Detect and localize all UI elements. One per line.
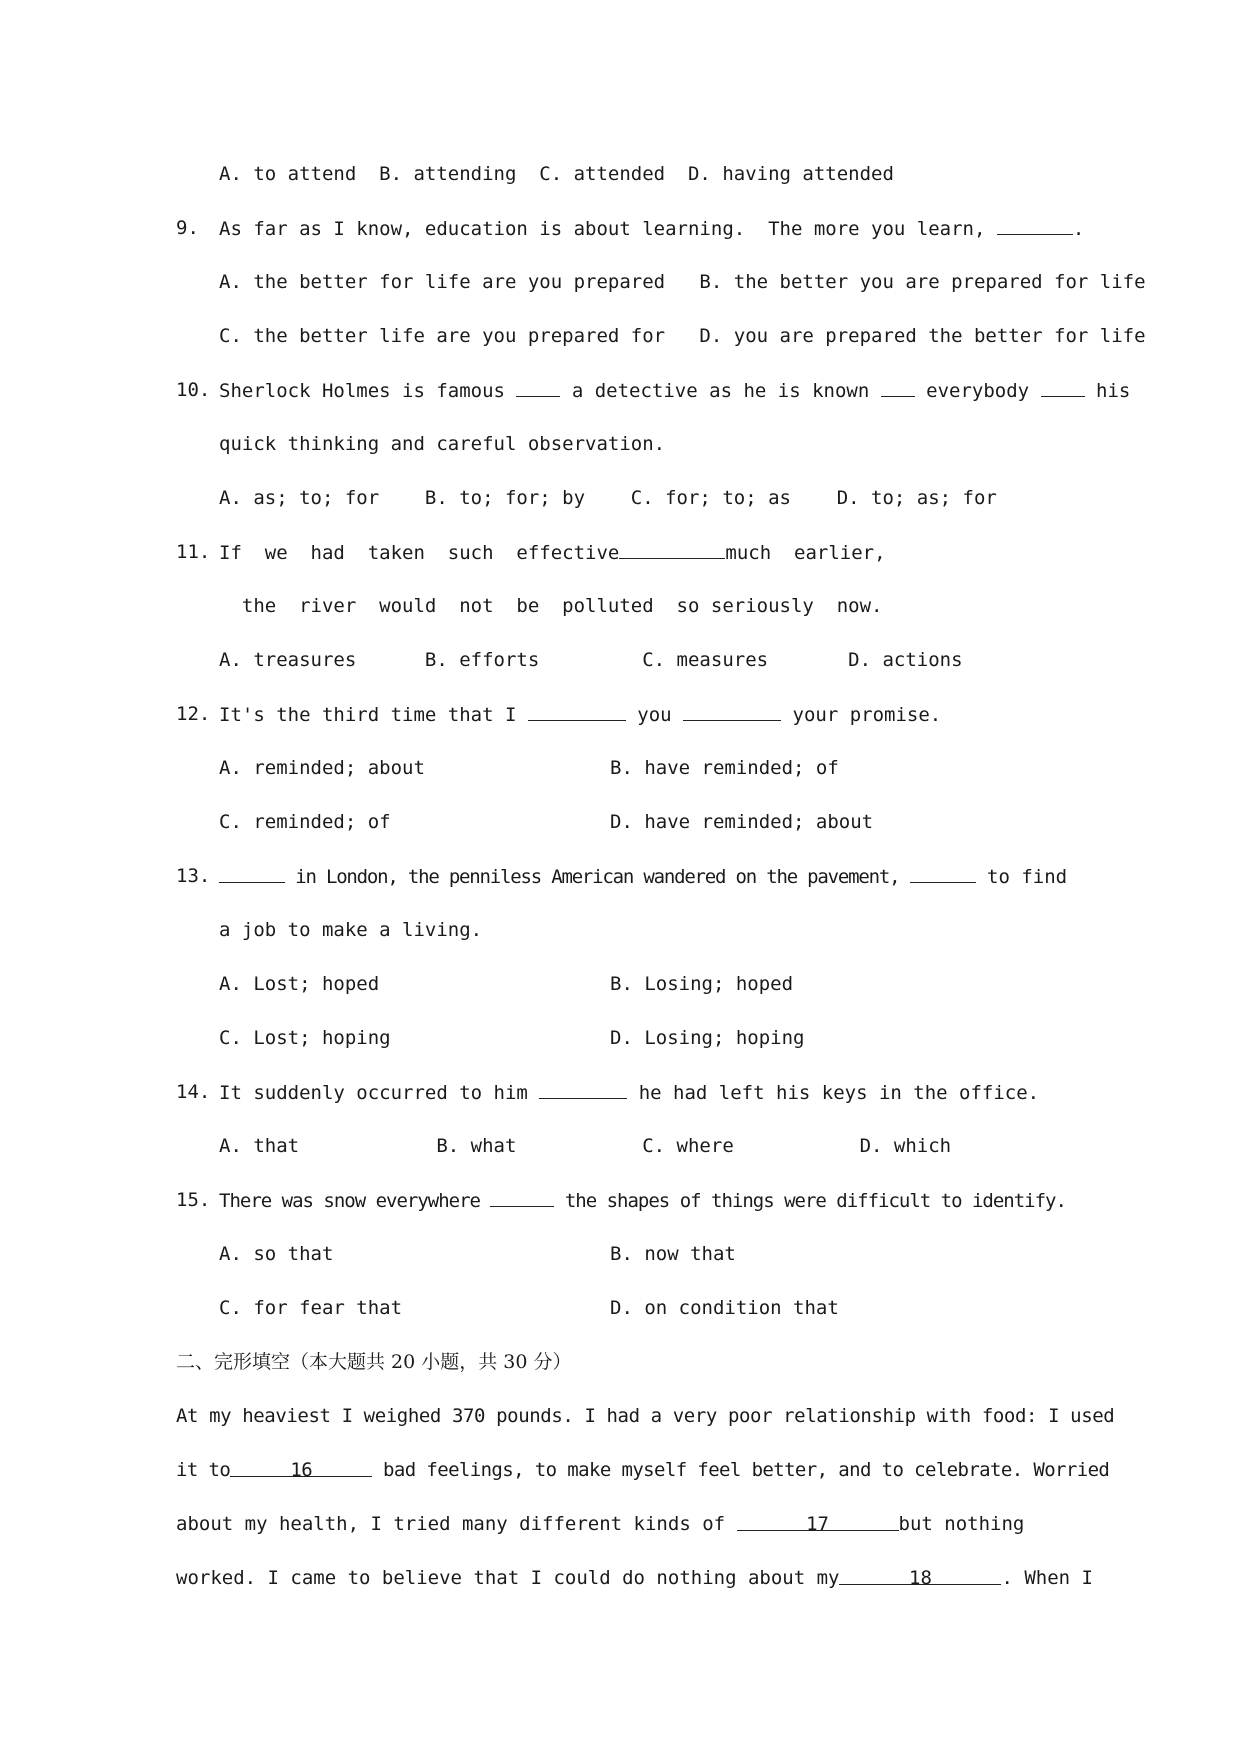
- passage-line-1: At my heaviest I weighed 370 pounds. I had a very poor relationship with food: I used: [176, 1405, 1115, 1427]
- q13-option-c: C. Lost; hoping: [219, 1027, 391, 1049]
- passage-line-4-start: worked. I came to believe that I could do nothing about my: [176, 1567, 840, 1589]
- passage-line-3-start: about my health, I tried many different kinds of: [176, 1513, 737, 1535]
- q9-blank: [997, 216, 1073, 235]
- passage-line-3: [176, 1512, 1024, 1536]
- q9-stem-end: .: [1072, 218, 1085, 240]
- q14-stem: [219, 1080, 1039, 1105]
- q12-text-1: It's the third time that I: [219, 704, 528, 726]
- q12-blank-1: [528, 702, 626, 721]
- q13-option-b: B. Losing; hoped: [610, 973, 794, 995]
- q13-stem-line2: a job to make a living.: [219, 919, 483, 941]
- q11-stem: [219, 540, 886, 565]
- q13-text-1: in London, the penniless American wandered on the pavement,: [285, 866, 910, 888]
- q14-options: A. that B. what C. where D. which: [219, 1135, 952, 1157]
- q10-blank-1: [516, 378, 560, 397]
- q12-number: 12.: [176, 703, 211, 725]
- q9-number: 9.: [176, 217, 199, 239]
- q13-blank-2: [910, 864, 976, 883]
- q13-stem: [219, 864, 1067, 889]
- q13-option-a: A. Lost; hoped: [219, 973, 380, 995]
- cloze-blank-17: 17: [737, 1512, 899, 1531]
- q15-stem: [219, 1188, 1066, 1213]
- q13-number: 13.: [176, 865, 211, 887]
- q12-option-a: A. reminded; about: [219, 757, 425, 779]
- q11-options: A. treasures B. efforts C. measures D. actions: [219, 649, 963, 671]
- q15-text-2: the shapes of things were difficult to identify.: [554, 1190, 1066, 1212]
- q10-number: 10.: [176, 379, 211, 401]
- q11-text-2: much earlier,: [725, 542, 886, 564]
- q14-number: 14.: [176, 1081, 211, 1103]
- q10-text-2: a detective as he is known: [560, 380, 881, 402]
- passage-line-2-start: it to: [176, 1459, 231, 1481]
- q10-stem-line2: quick thinking and careful observation.: [219, 433, 666, 455]
- passage-line-2-end: bad feelings, to make myself feel better, and to celebrate. Worried: [372, 1459, 1110, 1481]
- q10-stem: [219, 378, 1130, 403]
- section-heading-cloze: 二、完形填空（本大题共 20 小题，共 30 分）: [176, 1351, 572, 1373]
- q11-blank: [619, 540, 725, 559]
- q10-text-3: everybody: [914, 380, 1041, 402]
- q10-text-4: his: [1084, 380, 1131, 402]
- q11-stem-line2: the river would not be polluted so seriously now.: [219, 595, 883, 617]
- q11-text-1: If we had taken such effective: [219, 542, 620, 564]
- q14-blank: [539, 1080, 627, 1099]
- cloze-blank-18: 18: [839, 1566, 1001, 1585]
- q15-option-a: A. so that: [219, 1243, 334, 1265]
- passage-line-4-end: . When I: [1001, 1567, 1093, 1589]
- cloze-blank-16: 16: [230, 1458, 372, 1477]
- q9-stem: [219, 216, 1084, 241]
- q8-options: A. to attend B. attending C. attended D. having attended: [219, 163, 894, 185]
- q13-blank-1: [219, 864, 285, 883]
- q12-option-c: C. reminded; of: [219, 811, 391, 833]
- q13-option-d: D. Losing; hoping: [610, 1027, 805, 1049]
- q14-text-2: he had left his keys in the office.: [627, 1082, 1040, 1104]
- q15-blank: [490, 1188, 554, 1207]
- q10-options: A. as; to; for B. to; for; by C. for; to; as D. to; as; for: [219, 487, 997, 509]
- q12-option-d: D. have reminded; about: [610, 811, 874, 833]
- q9-options-cd: C. the better life are you prepared for D. you are prepared the better for life: [219, 325, 1146, 347]
- q12-stem: [219, 702, 941, 727]
- q15-text-1: There was snow everywhere: [219, 1190, 491, 1212]
- q15-option-d: D. on condition that: [610, 1297, 839, 1319]
- q11-number: 11.: [176, 541, 211, 563]
- q12-option-b: B. have reminded; of: [610, 757, 839, 779]
- q12-blank-2: [683, 702, 781, 721]
- q12-text-3: your promise.: [781, 704, 942, 726]
- q10-text-1: Sherlock Holmes is famous: [219, 380, 517, 402]
- q15-number: 15.: [176, 1189, 211, 1211]
- passage-line-4: [176, 1566, 1093, 1590]
- passage-line-2: [176, 1458, 1109, 1482]
- q14-text-1: It suddenly occurred to him: [219, 1082, 540, 1104]
- q15-option-c: C. for fear that: [219, 1297, 403, 1319]
- q13-text-2: to find: [975, 866, 1068, 888]
- q12-text-2: you: [625, 704, 684, 726]
- q10-blank-2: [881, 378, 915, 397]
- q10-blank-3: [1041, 378, 1085, 397]
- q15-option-b: B. now that: [610, 1243, 736, 1265]
- passage-line-3-end: but nothing: [898, 1513, 1025, 1535]
- q9-options-ab: A. the better for life are you prepared B. the better you are prepared for life: [219, 271, 1146, 293]
- q9-stem-text: As far as I know, education is about learning. The more you learn,: [219, 218, 997, 240]
